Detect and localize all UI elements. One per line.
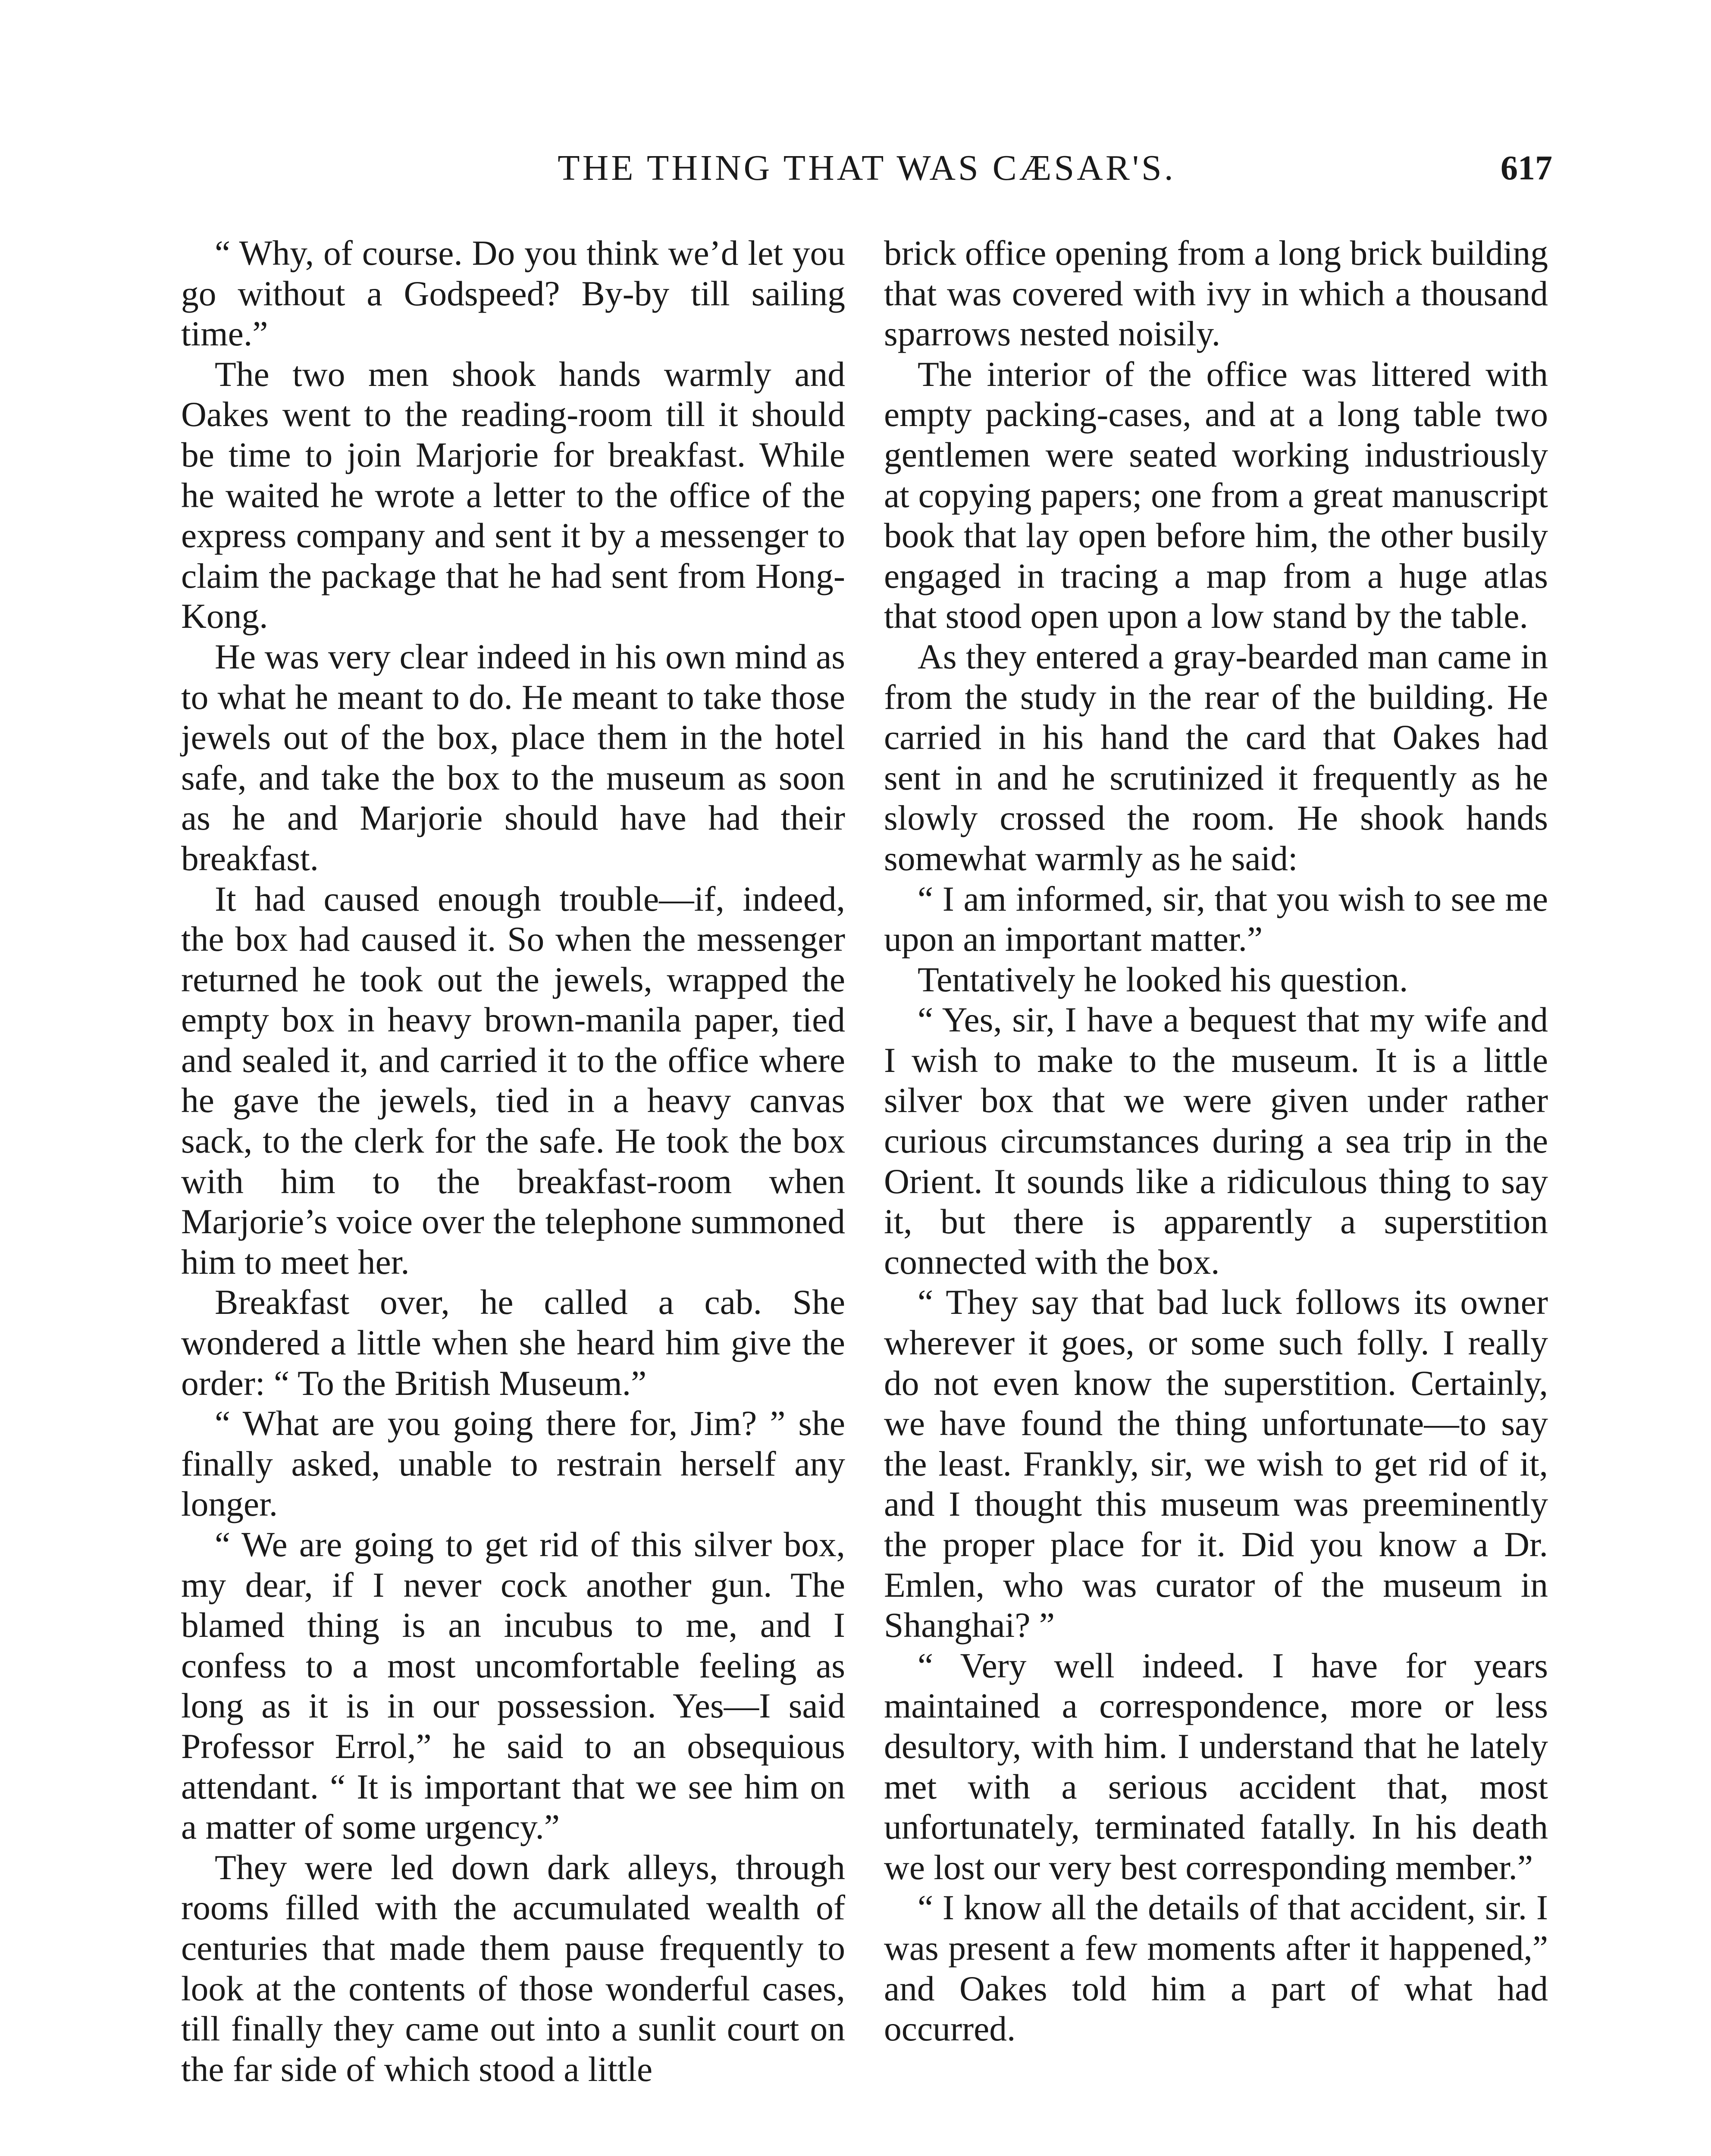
paragraph: It had caused enough trouble—if, indeed, the box had caused it. So when the messenger returned he took out the jewels, wrapped the empty box in heavy brown-manila paper, tied and sealed it, and carried it to the office where he gave the jewels, tied in a heavy canvas sack, to the clerk for the safe. He took the box with him to the breakfast-room when Marjorie’s voice over the telephone summoned him to meet her. [181, 879, 845, 1282]
left-text-column [181, 233, 845, 2089]
paragraph: “ I am informed, sir, that you wish to see me upon an important matter.” [884, 879, 1548, 959]
paragraph: “ We are going to get rid of this silver box, my dear, if I never cock another gun. The blamed thing is an incubus to me, and I confess to a most uncomfortable feeling as long as it is in our possession. Yes—I said Professor Errol,” he said to an obsequious attendant. “ It is important that we see him on a matter of some urgency.” [181, 1525, 845, 1847]
paragraph: Breakfast over, he called a cab. She wondered a little when she heard him give the order: “ To the British Museum.” [181, 1282, 845, 1403]
paragraph: They were led down dark alleys, through rooms filled with the accumulated wealth of centuries that made them pause frequently to look at the contents of those wonderful cases, till finally they came out into a sunlit court on the far side of which stood a little [181, 1847, 845, 2089]
right-text-column [884, 233, 1548, 2049]
page-number: 617 [1501, 149, 1552, 187]
paragraph: “ What are you going there for, Jim? ” she finally asked, unable to restrain herself any longer. [181, 1404, 845, 1524]
paragraph: Tentatively he looked his question. [918, 959, 1408, 999]
running-head [181, 142, 1552, 194]
paragraph: As they entered a gray-bearded man came in from the study in the rear of the building. He carried in his hand the card that Oakes had sent in and he scrutinized it frequently as he slowly crossed the room. He shook hands somewhat warmly as he said: [884, 636, 1548, 878]
paragraph: “ Very well indeed. I have for years maintained a correspondence, more or less desultory, with him. I understand that he lately met with a serious accident that, most unfortunately, terminated fatally. In his death we lost our very best corresponding member.” [884, 1645, 1548, 1887]
paragraph: The interior of the office was littered with empty packing-cases, and at a long table two gentlemen were seated working industriously at copying papers; one from a great manuscript book that lay open before him, the other busily engaged in tracing a map from a huge atlas that stood open upon a low stand by the table. [884, 354, 1548, 636]
paragraph: “ I know all the details of that accident, sir. I was present a few moments after it happened,” and Oakes told him a part of what had occurred. [884, 1888, 1548, 2049]
paragraph: The two men shook hands warmly and Oakes went to the reading-room till it should be time to join Marjorie for breakfast. While he waited he wrote a letter to the office of the express company and sent it by a messenger to claim the package that he had sent from Hong-Kong. [181, 354, 845, 636]
paragraph: “ Yes, sir, I have a bequest that my wife and I wish to make to the museum. It is a little silver box that we were given under rather curious circumstances during a sea trip in the Orient. It sounds like a ridiculous thing to say it, but there is apparently a superstition connected with the box. [884, 1000, 1548, 1282]
running-title: THE THING THAT WAS CÆSAR'S. [558, 148, 1176, 188]
paragraph: “ They say that bad luck follows its owner wherever it goes, or some such folly. I really do not even know the superstition. Certainly, we have found the thing unfortunate—to say the least. Frankly, sir, we wish to get rid of it, and I thought this museum was preeminently the proper place for it. Did you know a Dr. Emlen, who was curator of the museum in Shanghai? ” [884, 1282, 1548, 1645]
paragraph: He was very clear indeed in his own mind as to what he meant to do. He meant to take those jewels out of the box, place them in the hotel safe, and take the box to the museum as soon as he and Marjorie should have had their breakfast. [181, 636, 845, 878]
paragraph: “ Why, of course. Do you think we’d let you go without a Godspeed? By-by till sailing time.” [181, 233, 845, 354]
continued-paragraph: brick office opening from a long brick building that was covered with ivy in which a thousand sparrows nested noisily. [884, 233, 1548, 354]
